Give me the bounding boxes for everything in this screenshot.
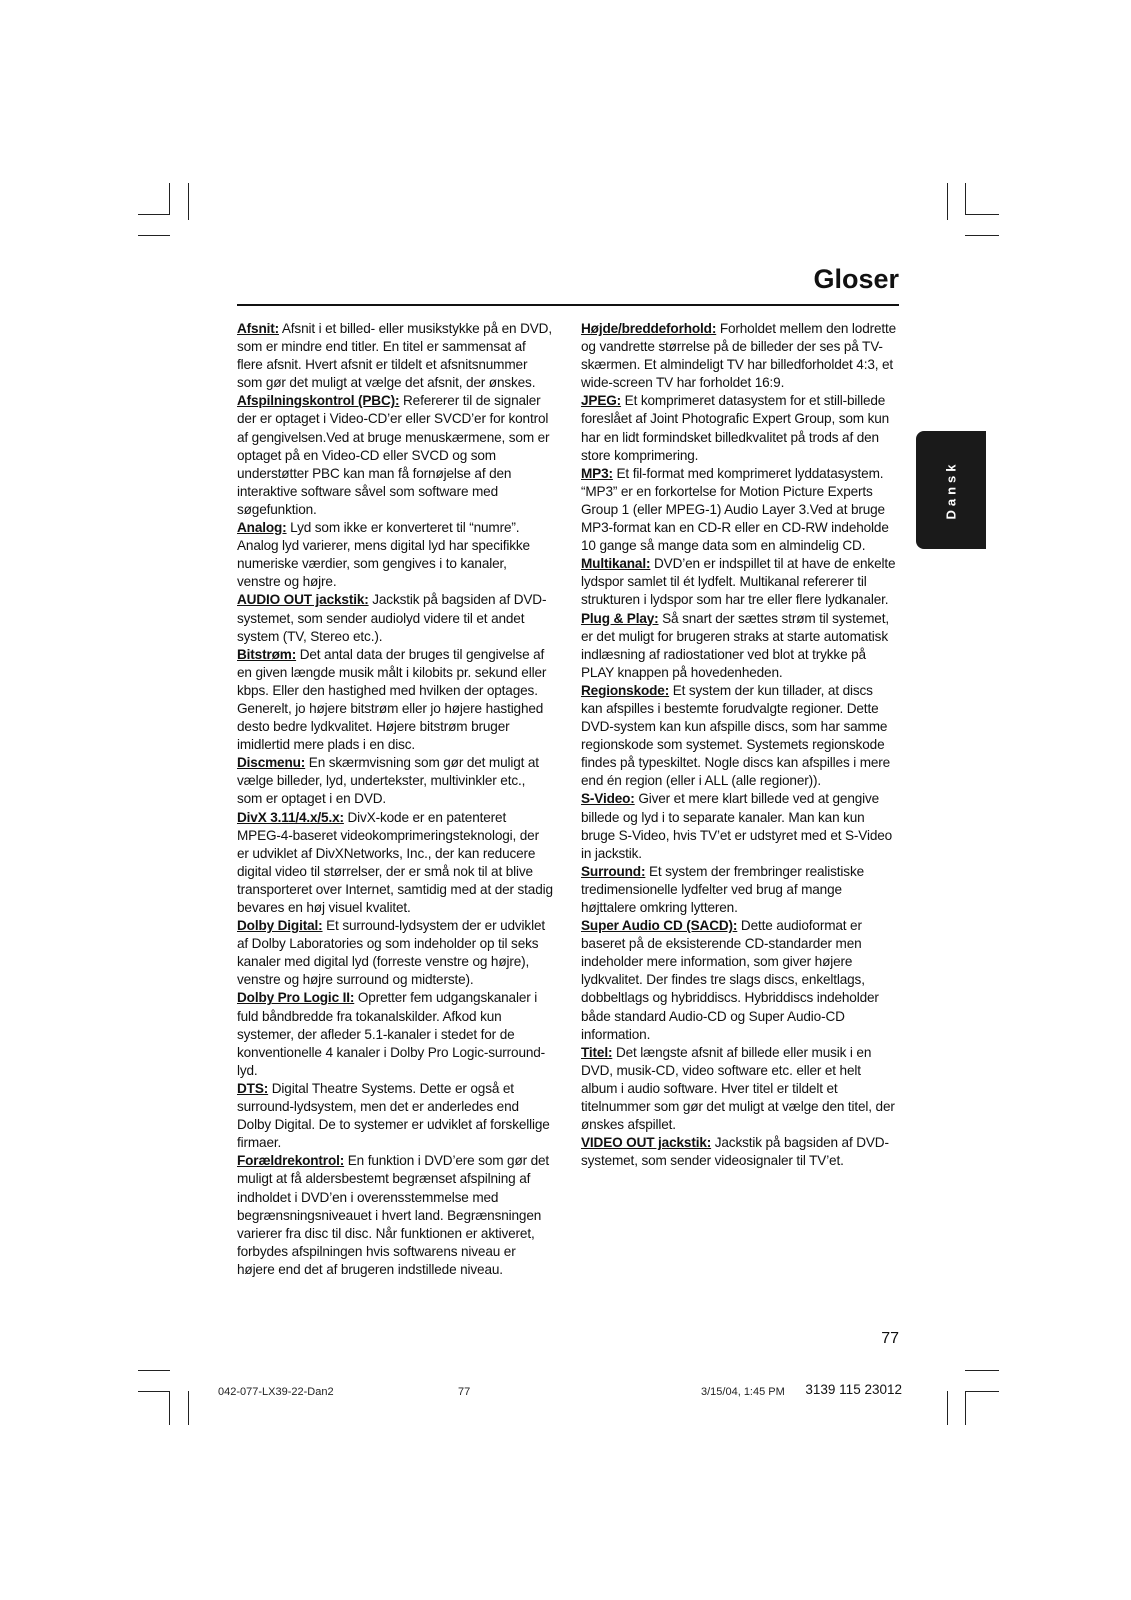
language-tab-label: Dansk: [943, 460, 959, 520]
glossary-definition: Et fil-format med komprimeret lyddatasystem. “MP3” er en forkortelse for Motion Picture Experts Group 1 (eller MPEG-1) Audio Layer 3.Ved at bruge MP3-format kan en CD-R eller en CD-RW indeholde 10 gange så mange data som en almindelig CD.: [581, 465, 889, 554]
crop-mark: [965, 1391, 966, 1425]
glossary-entry: [237, 1152, 553, 1279]
glossary-entry: [237, 754, 553, 808]
glossary-entry: [581, 790, 897, 862]
glossary-entry: [237, 989, 553, 1079]
glossary-entry: [237, 1080, 553, 1152]
glossary-entry: [237, 519, 553, 591]
glossary-term: Afspilningskontrol (PBC):: [237, 393, 400, 409]
glossary-term: Regionskode:: [581, 682, 670, 698]
glossary-term: Bitstrøm:: [237, 646, 297, 662]
glossary-definition: Lyd som ikke er konverteret til “numre”. Analog lyd varierer, mens digital lyd har specifikke numeriske værdier, som gengives i to kanaler, venstre og højre.: [237, 520, 530, 590]
glossary-definition: Et system der frembringer realistiske tredimensionelle lydfelter ved brug af mange højttalere omkring lytteren.: [581, 863, 865, 915]
glossary-definition: Så snart der sættes strøm til systemet, er det muligt for brugeren straks at starte automatisk indlæsning af radiostationer ved blot at trykke på PLAY knappen på hovedenheden.: [581, 610, 889, 680]
page-title: Gloser: [813, 264, 899, 294]
glossary-term: Forældrekontrol:: [237, 1153, 345, 1169]
crop-mark: [188, 183, 189, 220]
glossary-term: Højde/breddeforhold:: [581, 321, 717, 336]
crop-mark: [965, 1391, 999, 1392]
crop-mark: [169, 183, 170, 215]
glossary-entry: [581, 1044, 897, 1134]
crop-mark: [947, 183, 948, 220]
glossary-term: Titel:: [581, 1044, 613, 1060]
crop-mark: [965, 1370, 999, 1371]
crop-mark: [965, 183, 966, 215]
glossary-term: DivX 3.11/4.x/5.x:: [237, 809, 344, 825]
glossary-entry: [581, 1134, 897, 1170]
glossary-entry: [581, 320, 897, 392]
glossary-term: Dolby Pro Logic II:: [237, 990, 355, 1006]
glossary-definition: Giver et mere klart billede ved at gengive billede og lyd i to separate kanaler. Man kan kun bruge S-Video, hvis TV’et er udstyret med et S-Video in jackstik.: [581, 791, 893, 861]
glossary-entry: [237, 917, 553, 989]
glossary-term: VIDEO OUT jackstik:: [581, 1135, 712, 1151]
language-tab: [916, 431, 986, 549]
crop-mark: [188, 1391, 189, 1425]
glossary-entry: [581, 465, 897, 555]
glossary-definition: Et surround-lydsystem der er udviklet af Dolby Laboratories og som indeholder op til seks kanaler med digital lyd (forreste venstre og højre), venstre og højre surround og midterste).: [237, 918, 545, 988]
glossary-definition: Refererer til de signaler der er optaget i Video-CD’er eller SVCD’er for kontrol af gengivelsen.Ved at bruge menuskærmene, som er optaget på en Video-CD eller SVCD og som understøtter PBC kan man få fornøjelse af den interaktive software såvel som software med søgefunktion.: [237, 393, 550, 517]
glossary-definition: En funktion i DVD’ere som gør det muligt at få aldersbestemt begrænset afspilning af indholdet i DVD’en i overensstemmelse med begrænsningsniveauet i hvert land. Begrænsningen varierer fra disc til disc. Når funktionen er aktiveret, forbydes afspilningen hvis softwarens niveau er højere end det af brugeren indstillede niveau.: [237, 1153, 550, 1277]
glossary-term: Dolby Digital:: [237, 918, 323, 934]
glossary-entry: [237, 809, 553, 918]
glossary-term: Analog:: [237, 520, 287, 536]
crop-mark: [138, 235, 170, 236]
glossary-column-left: [237, 320, 553, 1279]
glossary-definition: En skærmvisning som gør det muligt at vælge billeder, lyd, undertekster, multivinkler etc., som er optaget i en DVD.: [237, 755, 539, 807]
glossary-term: Afsnit:: [237, 321, 279, 336]
glossary-entry: [581, 863, 897, 917]
glossary-definition: Jackstik på bagsiden af DVD-systemet, som sender audiolyd videre til et andet system (TV, Stereo etc.).: [237, 592, 547, 644]
glossary-term: Multikanal:: [581, 556, 651, 572]
glossary-term: JPEG:: [581, 393, 622, 409]
glossary-entry: [581, 917, 897, 1044]
crop-mark: [965, 235, 999, 236]
glossary-term: Super Audio CD (SACD):: [581, 918, 738, 934]
glossary-column-right: [581, 320, 897, 1170]
glossary-definition: Opretter fem udgangskanaler i fuld båndbredde fra tokanalskilder. Afkod kun systemer, der afleder 5.1-kanaler i stedet for de konventionelle 4 kanaler i Dolby Pro Logic-surround-lyd.: [237, 990, 546, 1078]
glossary-definition: Digital Theatre Systems. Dette er også et surround-lydsystem, men det er anderledes end Dolby Digital. De to systemer er udviklet af forskellige firmaer.: [237, 1080, 550, 1151]
glossary-entry: [237, 591, 553, 645]
glossary-definition: Det længste afsnit af billede eller musik i en DVD, musik-CD, video software etc. eller et helt album i audio software. Hver titel er tildelt et titelnummer som gør det muligt at vælge den titel, der ønskes afspillet.: [581, 1044, 895, 1133]
glossary-definition: Et system der kun tillader, at discs kan afspilles i bestemte forudvalgte regioner. Dette DVD-system kan kun afspille discs, som har samme regionskode som systemet. Systemets regionskode findes på typeskiltet. Nogle discs kan afspilles i mere end én region (eller i ALL (alle regioner)).: [581, 682, 891, 789]
footer-page: 77: [458, 1386, 471, 1398]
crop-mark: [965, 214, 999, 215]
crop-mark: [169, 1391, 170, 1425]
glossary-term: MP3:: [581, 465, 613, 481]
glossary-term: DTS:: [237, 1080, 269, 1096]
glossary-definition: Det antal data der bruges til gengivelse af en given længde musik målt i kilobits pr. sekund eller kbps. Eller den hastighed med hvilken der optages. Generelt, jo højere bitstrøm eller jo højere hastighed desto bedre lydkvalitet. Højere bitstrøm bruger imidlertid mere plads i en disc.: [237, 646, 547, 753]
glossary-definition: DVD’en er indspillet til at have de enkelte lydspor samlet til ét lydfelt. Multikanal refererer til strukturen i lydspor som har tre eller flere lydkanaler.: [581, 556, 896, 608]
page-number: 77: [881, 1330, 899, 1347]
glossary-entry: [581, 682, 897, 791]
glossary-term: Plug & Play:: [581, 610, 659, 626]
footer-file-id: 042-077-LX39-22-Dan2: [218, 1386, 334, 1398]
glossary-entry: [581, 555, 897, 609]
glossary-definition: Jackstik på bagsiden af DVD-systemet, som sender videosignaler til TV’et.: [581, 1135, 889, 1169]
crop-mark: [138, 1370, 170, 1371]
crop-mark: [138, 1391, 170, 1392]
glossary-term: Surround:: [581, 863, 646, 879]
glossary-definition: Forholdet mellem den lodrette og vandrette størrelse på de billeder der ses på TV-skærmen. Et almindeligt TV har billedforholdet 4:3, et wide-screen TV har forholdet 16:9.: [581, 321, 897, 391]
glossary-term: AUDIO OUT jackstik:: [237, 592, 369, 608]
glossary-definition: DivX-kode er en patenteret MPEG-4-baseret videokomprimeringsteknologi, der er udviklet af DivXNetworks, Inc., der kan reducere digital video til størrelser, der er små nok til at blive transporteret over Internet, samtidig med at der stadig bevares en høj visuel kvalitet.: [237, 809, 553, 915]
glossary-definition: Et komprimeret datasystem for et still-billede foreslået af Joint Photografic Expert Group, som kun har en lidt formindsket billedkvalitet på trods af den store komprimering.: [581, 393, 890, 463]
glossary-term: Discmenu:: [237, 755, 306, 771]
crop-mark: [947, 1391, 948, 1425]
glossary-entry: [581, 392, 897, 464]
glossary-entry: [237, 392, 553, 519]
glossary-entry: [237, 646, 553, 755]
footer-date: 3/15/04, 1:45 PM: [701, 1386, 785, 1398]
crop-mark: [138, 214, 170, 215]
title-divider: [237, 304, 899, 306]
glossary-definition: Afsnit i et billed- eller musikstykke på en DVD, som er mindre end titler. En titel er sammensat af flere afsnit. Hvert afsnit er tildelt et afsnitsnummer som gør det muligt at vælge det afsnit, der ønskes.: [237, 321, 552, 391]
glossary-entry: [581, 610, 897, 682]
glossary-term: S-Video:: [581, 791, 635, 807]
glossary-entry: [237, 320, 553, 392]
glossary-definition: Dette audioformat er baseret på de eksisterende CD-standarder men indeholder mere information, som giver højere lydkvalitet. Der findes tre slags discs, enkeltlags, dobbeltlags og hybriddiscs. Hybriddiscs indeholder både standard Audio-CD og Super Audio-CD information.: [581, 918, 879, 1042]
footer-product-code: 3139 115 23012: [805, 1382, 902, 1397]
